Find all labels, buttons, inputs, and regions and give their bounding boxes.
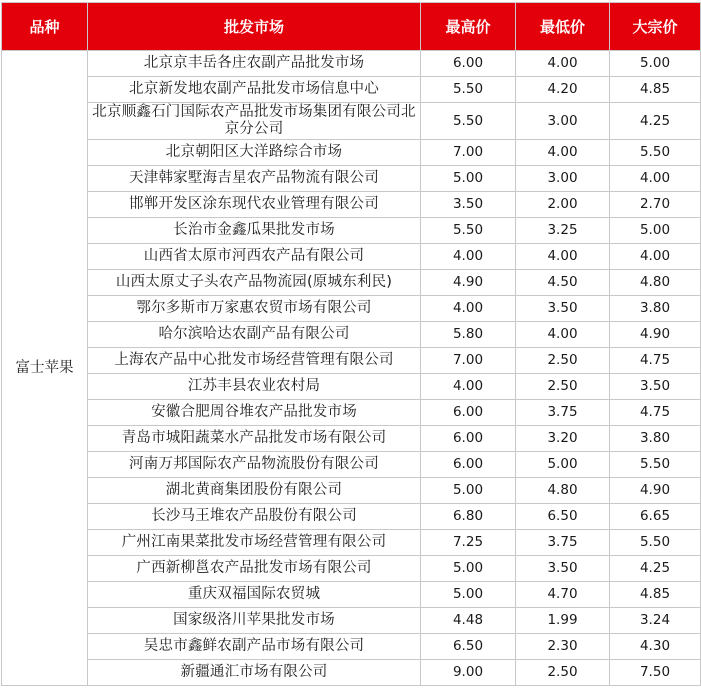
low-price-cell: 2.50 — [516, 660, 610, 686]
low-price-cell: 4.00 — [516, 140, 610, 166]
low-price-cell: 3.50 — [516, 296, 610, 322]
high-price-cell: 5.80 — [421, 322, 516, 348]
bulk-price-cell: 4.90 — [610, 478, 701, 504]
market-cell: 江苏丰县农业农村局 — [88, 374, 421, 400]
high-price-cell: 3.50 — [421, 192, 516, 218]
high-price-cell: 6.00 — [421, 452, 516, 478]
table-row — [2, 77, 701, 103]
low-price-cell: 3.20 — [516, 426, 610, 452]
low-price-cell: 4.70 — [516, 582, 610, 608]
header-low-price: 最低价 — [516, 3, 610, 51]
bulk-price-cell: 5.00 — [610, 51, 701, 77]
header-bulk-price: 大宗价 — [610, 3, 701, 51]
table-row — [2, 634, 701, 660]
table-row — [2, 426, 701, 452]
high-price-cell: 4.00 — [421, 374, 516, 400]
table-row — [2, 608, 701, 634]
bulk-price-cell: 4.25 — [610, 556, 701, 582]
high-price-cell: 4.90 — [421, 270, 516, 296]
high-price-cell: 5.00 — [421, 582, 516, 608]
market-cell: 天津韩家墅海吉星农产品物流有限公司 — [88, 166, 421, 192]
bulk-price-cell: 5.50 — [610, 530, 701, 556]
table-body — [2, 51, 701, 686]
bulk-price-cell: 3.80 — [610, 426, 701, 452]
bulk-price-cell: 4.75 — [610, 400, 701, 426]
bulk-price-cell: 4.00 — [610, 166, 701, 192]
market-cell: 吴忠市鑫鲜农副产品市场有限公司 — [88, 634, 421, 660]
high-price-cell: 6.50 — [421, 634, 516, 660]
bulk-price-cell: 4.00 — [610, 244, 701, 270]
table-row — [2, 296, 701, 322]
table-row — [2, 322, 701, 348]
market-cell: 哈尔滨哈达农副产品有限公司 — [88, 322, 421, 348]
low-price-cell: 2.30 — [516, 634, 610, 660]
low-price-cell: 4.80 — [516, 478, 610, 504]
bulk-price-cell: 4.25 — [610, 103, 701, 140]
market-cell: 广州江南果菜批发市场经营管理有限公司 — [88, 530, 421, 556]
bulk-price-cell: 3.50 — [610, 374, 701, 400]
market-cell: 长治市金鑫瓜果批发市场 — [88, 218, 421, 244]
low-price-cell: 4.00 — [516, 51, 610, 77]
market-cell: 北京顺鑫石门国际农产品批发市场集团有限公司北京分公司 — [88, 103, 421, 140]
low-price-cell: 3.75 — [516, 530, 610, 556]
high-price-cell: 6.00 — [421, 426, 516, 452]
table-row — [2, 348, 701, 374]
bulk-price-cell: 5.50 — [610, 140, 701, 166]
high-price-cell: 5.00 — [421, 556, 516, 582]
header-high-price: 最高价 — [421, 3, 516, 51]
table-row — [2, 374, 701, 400]
table-row — [2, 582, 701, 608]
bulk-price-cell: 3.24 — [610, 608, 701, 634]
market-cell: 长沙马王堆农产品股份有限公司 — [88, 504, 421, 530]
table-row — [2, 556, 701, 582]
table-row — [2, 51, 701, 77]
table-row — [2, 660, 701, 686]
market-cell: 河南万邦国际农产品物流股份有限公司 — [88, 452, 421, 478]
table-row — [2, 218, 701, 244]
high-price-cell: 4.48 — [421, 608, 516, 634]
table-row — [2, 140, 701, 166]
high-price-cell: 7.00 — [421, 348, 516, 374]
market-cell: 新疆通汇市场有限公司 — [88, 660, 421, 686]
market-cell: 青岛市城阳蔬菜水产品批发市场有限公司 — [88, 426, 421, 452]
table-row — [2, 400, 701, 426]
market-cell: 鄂尔多斯市万家惠农贸市场有限公司 — [88, 296, 421, 322]
header-variety: 品种 — [2, 3, 88, 51]
bulk-price-cell: 5.00 — [610, 218, 701, 244]
low-price-cell: 3.75 — [516, 400, 610, 426]
market-cell: 山西省太原市河西农产品有限公司 — [88, 244, 421, 270]
low-price-cell: 4.00 — [516, 244, 610, 270]
high-price-cell: 9.00 — [421, 660, 516, 686]
bulk-price-cell: 4.30 — [610, 634, 701, 660]
bulk-price-cell: 4.85 — [610, 77, 701, 103]
market-cell: 湖北黄商集团股份有限公司 — [88, 478, 421, 504]
table-row — [2, 504, 701, 530]
high-price-cell: 5.00 — [421, 478, 516, 504]
market-cell: 北京新发地农副产品批发市场信息中心 — [88, 77, 421, 103]
market-cell: 上海农产品中心批发市场经营管理有限公司 — [88, 348, 421, 374]
market-cell: 广西新柳邕农产品批发市场有限公司 — [88, 556, 421, 582]
low-price-cell: 2.50 — [516, 348, 610, 374]
bulk-price-cell: 4.80 — [610, 270, 701, 296]
low-price-cell: 3.25 — [516, 218, 610, 244]
low-price-cell: 5.00 — [516, 452, 610, 478]
table-row — [2, 103, 701, 140]
market-cell: 安徽合肥周谷堆农产品批发市场 — [88, 400, 421, 426]
high-price-cell: 5.50 — [421, 103, 516, 140]
bulk-price-cell: 7.50 — [610, 660, 701, 686]
table-row — [2, 452, 701, 478]
high-price-cell: 5.50 — [421, 77, 516, 103]
low-price-cell: 2.50 — [516, 374, 610, 400]
bulk-price-cell: 4.75 — [610, 348, 701, 374]
high-price-cell: 6.00 — [421, 51, 516, 77]
high-price-cell: 7.25 — [421, 530, 516, 556]
table-row — [2, 530, 701, 556]
table-row — [2, 166, 701, 192]
low-price-cell: 3.50 — [516, 556, 610, 582]
bulk-price-cell: 4.90 — [610, 322, 701, 348]
table-row — [2, 244, 701, 270]
variety-cell: 富士苹果 — [2, 51, 88, 686]
bulk-price-cell: 4.85 — [610, 582, 701, 608]
high-price-cell: 4.00 — [421, 296, 516, 322]
market-cell: 山西太原丈子头农产品物流园(原城东利民) — [88, 270, 421, 296]
market-cell: 国家级洛川苹果批发市场 — [88, 608, 421, 634]
low-price-cell: 2.00 — [516, 192, 610, 218]
bulk-price-cell: 3.80 — [610, 296, 701, 322]
table-row — [2, 270, 701, 296]
header-market: 批发市场 — [88, 3, 421, 51]
low-price-cell: 4.50 — [516, 270, 610, 296]
price-table — [1, 2, 701, 686]
header-row — [2, 3, 701, 51]
table-row — [2, 192, 701, 218]
low-price-cell: 3.00 — [516, 103, 610, 140]
low-price-cell: 4.00 — [516, 322, 610, 348]
market-cell: 邯郸开发区涂东现代农业管理有限公司 — [88, 192, 421, 218]
low-price-cell: 3.00 — [516, 166, 610, 192]
low-price-cell: 1.99 — [516, 608, 610, 634]
high-price-cell: 6.00 — [421, 400, 516, 426]
market-cell: 北京京丰岳各庄农副产品批发市场 — [88, 51, 421, 77]
market-cell: 北京朝阳区大洋路综合市场 — [88, 140, 421, 166]
high-price-cell: 5.00 — [421, 166, 516, 192]
bulk-price-cell: 5.50 — [610, 452, 701, 478]
bulk-price-cell: 6.65 — [610, 504, 701, 530]
table-row — [2, 478, 701, 504]
high-price-cell: 6.80 — [421, 504, 516, 530]
bulk-price-cell: 2.70 — [610, 192, 701, 218]
low-price-cell: 4.20 — [516, 77, 610, 103]
low-price-cell: 6.50 — [516, 504, 610, 530]
high-price-cell: 7.00 — [421, 140, 516, 166]
market-cell: 重庆双福国际农贸城 — [88, 582, 421, 608]
high-price-cell: 4.00 — [421, 244, 516, 270]
high-price-cell: 5.50 — [421, 218, 516, 244]
